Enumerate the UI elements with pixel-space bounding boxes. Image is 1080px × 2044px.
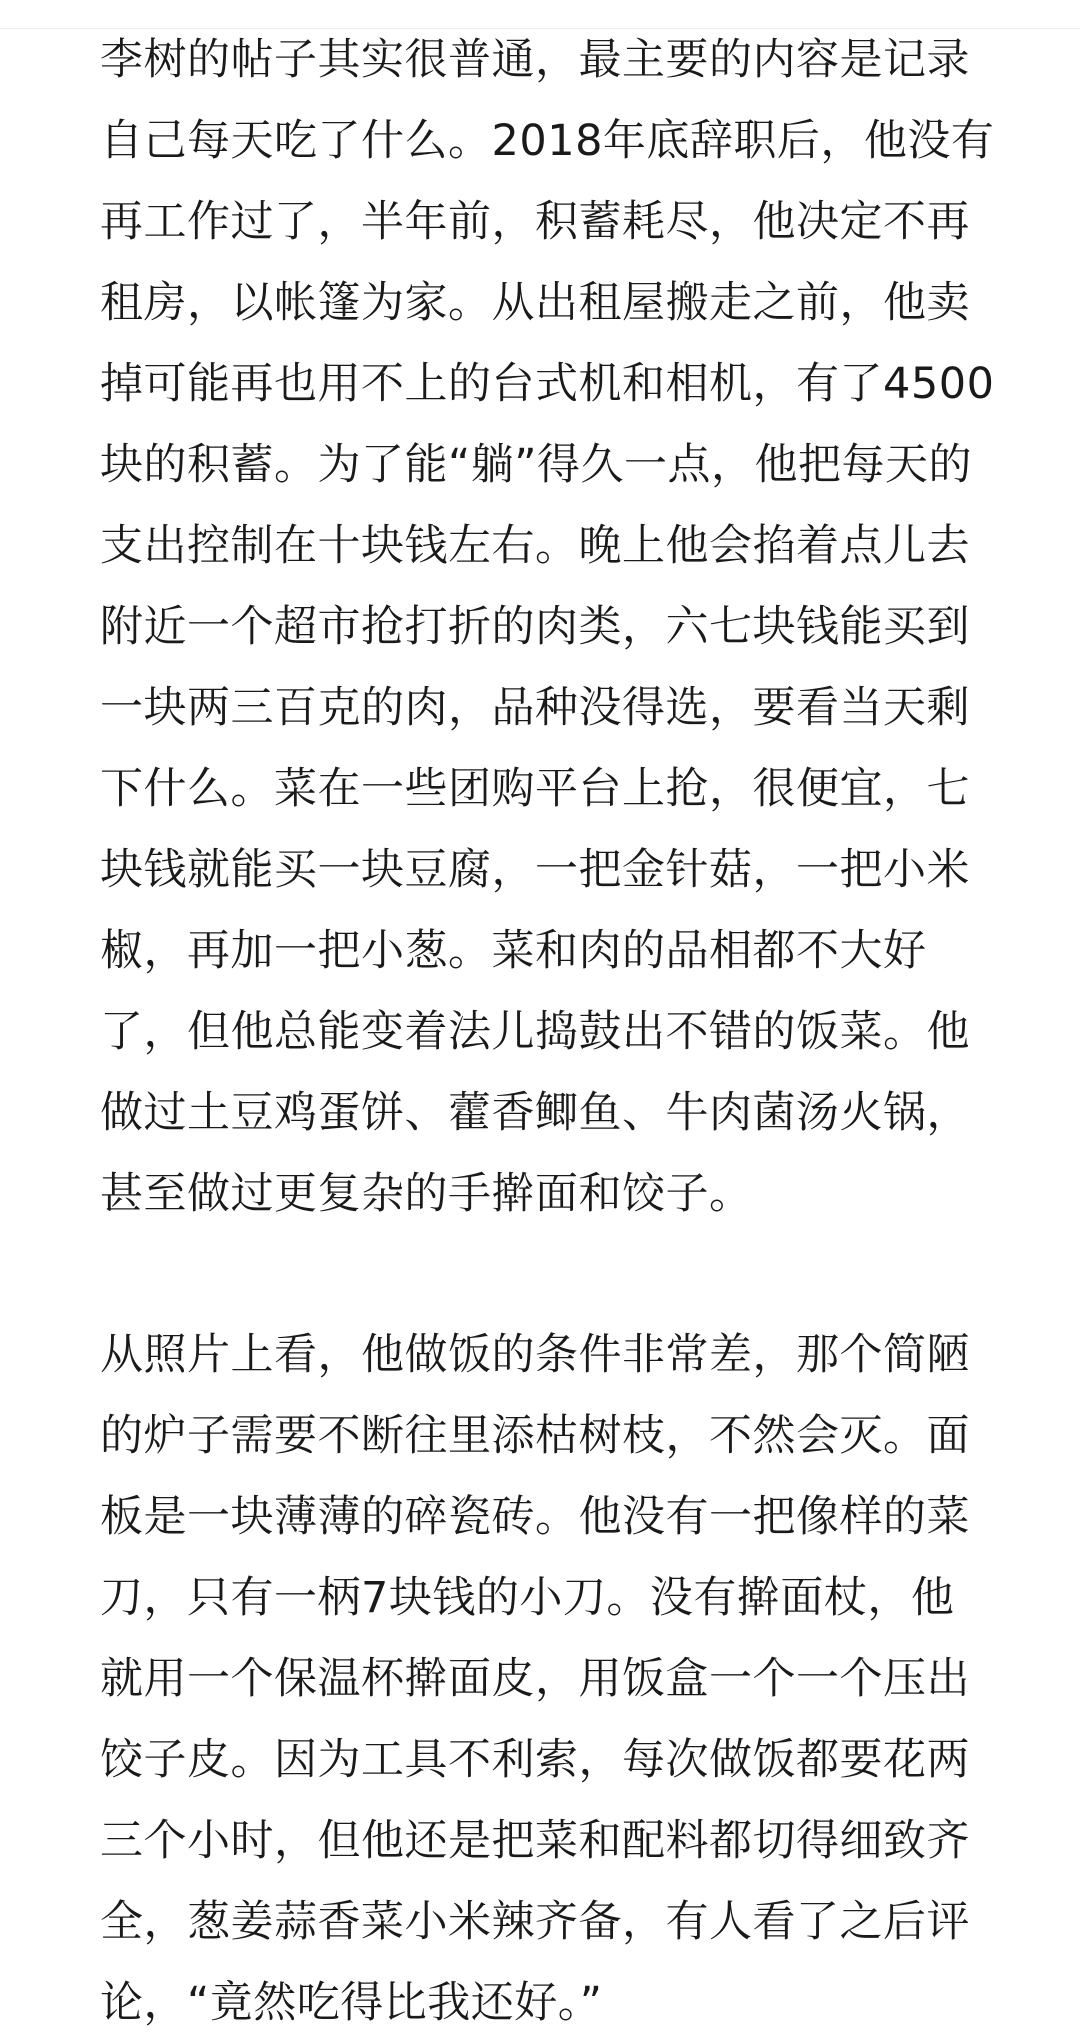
article-paragraph-1: [100, 20, 995, 1235]
text-line: 下什么。菜在一些团购平台上抢，很便宜，七: [100, 764, 970, 814]
text-line: 块的积蓄。为了能“躺”得久一点，他把每天的: [100, 440, 973, 490]
text-line: 从照片上看，他做饭的条件非常差，那个简陋: [100, 1330, 970, 1380]
text-line: 附近一个超市抢打折的肉类，六七块钱能买到: [100, 602, 970, 652]
text-line: 就用一个保温杯擀面皮，用饭盒一个一个压出: [100, 1654, 970, 1704]
article-body: [100, 20, 995, 2044]
text-line: 自己每天吃了什么。2018年底辞职后，他没有: [100, 116, 995, 166]
text-line: 一块两三百克的肉，品种没得选，要看当天剩: [100, 683, 970, 733]
text-line: 板是一块薄薄的碎瓷砖。他没有一把像样的菜: [100, 1492, 970, 1542]
text-line: 全，葱姜蒜香菜小米辣齐备，有人看了之后评: [100, 1897, 970, 1947]
text-line: 论，“竟然吃得比我还好。”: [100, 1978, 603, 2028]
text-line: 掉可能再也用不上的台式机和相机，有了4500: [100, 359, 995, 409]
text-line: 了，但他总能变着法儿捣鼓出不错的饭菜。他: [100, 1007, 970, 1057]
text-line: 做过土豆鸡蛋饼、藿香鲫鱼、牛肉菌汤火锅，: [100, 1088, 970, 1138]
text-line: 租房，以帐篷为家。从出租屋搬走之前，他卖: [100, 278, 970, 328]
text-line: 块钱就能买一块豆腐，一把金针菇，一把小米: [100, 845, 970, 895]
text-line: 的炉子需要不断往里添枯树枝，不然会灭。面: [100, 1411, 970, 1461]
text-line: 李树的帖子其实很普通，最主要的内容是记录: [100, 35, 970, 85]
text-line: 甚至做过更复杂的手擀面和饺子。: [100, 1169, 753, 1219]
text-line: 刀，只有一柄7块钱的小刀。没有擀面杖，他: [100, 1573, 955, 1623]
text-line: 支出控制在十块钱左右。晚上他会掐着点儿去: [100, 521, 970, 571]
paragraph-spacer: [100, 1235, 980, 1315]
text-line: 饺子皮。因为工具不利索，每次做饭都要花两: [100, 1735, 970, 1785]
text-line: 再工作过了，半年前，积蓄耗尽，他决定不再: [100, 197, 970, 247]
article-paragraph-2: [100, 1315, 980, 2044]
text-line: 三个小时，但他还是把菜和配料都切得细致齐: [100, 1816, 970, 1866]
text-line: 椒，再加一把小葱。菜和肉的品相都不大好: [100, 926, 927, 976]
